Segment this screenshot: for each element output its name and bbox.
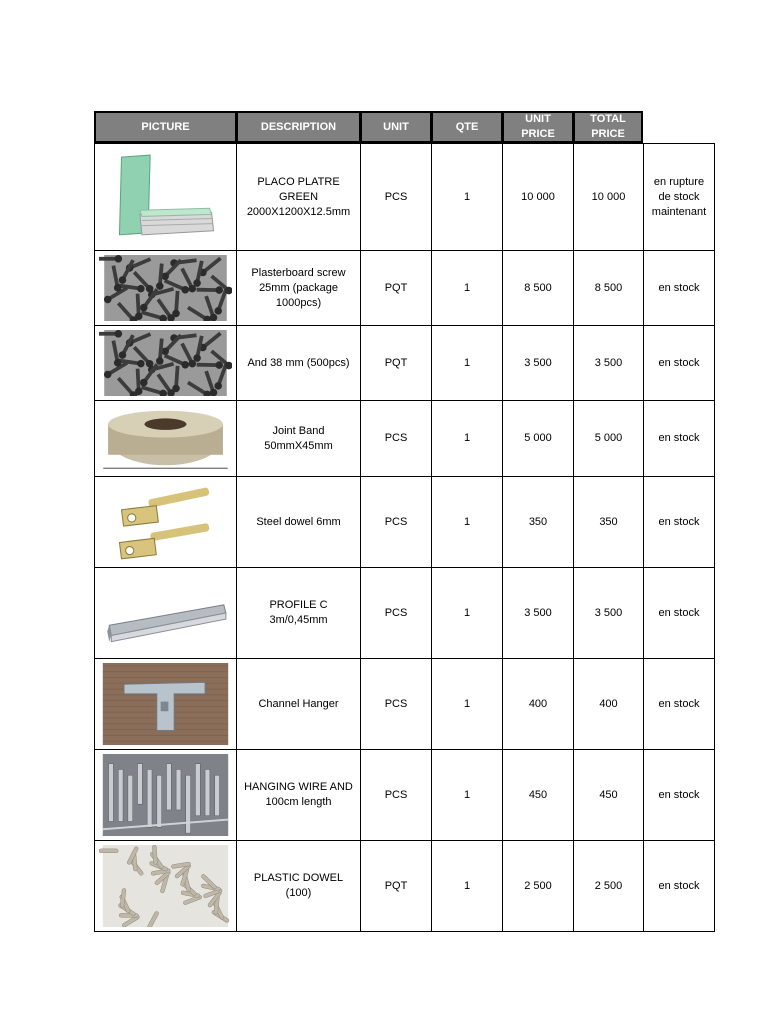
screws-image [99, 255, 232, 321]
item-unit: PQT [360, 325, 431, 400]
item-description: PLACO PLATRE GREEN 2000X1200X12.5mm [236, 143, 360, 250]
item-stock-status: en stock [643, 476, 715, 567]
tape-roll-image [99, 405, 232, 472]
item-total-price: 350 [573, 476, 643, 567]
plasterboard-sheet-image [99, 148, 232, 246]
item-description: PROFILE C 3m/0,45mm [236, 567, 360, 658]
steel-dowel-image [99, 481, 232, 563]
c-profile-image [99, 572, 232, 654]
item-unit-price: 2 500 [502, 840, 573, 932]
item-unit-price: 350 [502, 476, 573, 567]
item-description: Joint Band 50mmX45mm [236, 400, 360, 476]
item-stock-status: en stock [643, 400, 715, 476]
item-description: Channel Hanger [236, 658, 360, 749]
item-total-price: 450 [573, 749, 643, 840]
item-description: PLASTIC DOWEL (100) [236, 840, 360, 932]
item-stock-status: en stock [643, 840, 715, 932]
item-total-price: 5 000 [573, 400, 643, 476]
screws-image [99, 330, 232, 396]
item-qte: 1 [431, 250, 502, 325]
item-qte: 1 [431, 400, 502, 476]
item-unit-price: 3 500 [502, 325, 573, 400]
item-unit: PCS [360, 143, 431, 250]
item-unit: PCS [360, 749, 431, 840]
item-total-price: 3 500 [573, 567, 643, 658]
item-stock-status: en stock [643, 658, 715, 749]
header-unit-price: UNIT PRICE [502, 111, 574, 143]
item-picture-cell [94, 143, 236, 250]
header-picture: PICTURE [94, 111, 237, 143]
plastic-dowel-image [99, 845, 232, 927]
item-total-price: 400 [573, 658, 643, 749]
header-description: DESCRIPTION [236, 111, 361, 143]
item-description: And 38 mm (500pcs) [236, 325, 360, 400]
item-qte: 1 [431, 476, 502, 567]
item-description: HANGING WIRE AND 100cm length [236, 749, 360, 840]
item-unit-price: 10 000 [502, 143, 573, 250]
item-total-price: 8 500 [573, 250, 643, 325]
item-unit: PQT [360, 250, 431, 325]
item-description: Steel dowel 6mm [236, 476, 360, 567]
item-qte: 1 [431, 143, 502, 250]
item-unit: PCS [360, 476, 431, 567]
item-stock-status: en stock [643, 749, 715, 840]
item-description: Plasterboard screw 25mm (package 1000pcs) [236, 250, 360, 325]
item-stock-status: en rupture de stock maintenant [643, 143, 715, 250]
item-unit: PCS [360, 658, 431, 749]
item-picture-cell [94, 400, 236, 476]
item-picture-cell [94, 840, 236, 932]
item-picture-cell [94, 567, 236, 658]
item-qte: 1 [431, 325, 502, 400]
channel-hanger-image [99, 663, 232, 745]
item-stock-status: en stock [643, 325, 715, 400]
item-qte: 1 [431, 840, 502, 932]
item-picture-cell [94, 476, 236, 567]
item-unit: PQT [360, 840, 431, 932]
item-picture-cell [94, 250, 236, 325]
item-picture-cell [94, 749, 236, 840]
item-total-price: 3 500 [573, 325, 643, 400]
header-unit: UNIT [360, 111, 432, 143]
item-total-price: 2 500 [573, 840, 643, 932]
header-qte: QTE [431, 111, 503, 143]
item-unit-price: 400 [502, 658, 573, 749]
price-table [94, 111, 715, 932]
item-qte: 1 [431, 749, 502, 840]
item-unit-price: 450 [502, 749, 573, 840]
header-total-price: TOTAL PRICE [573, 111, 643, 143]
item-unit-price: 5 000 [502, 400, 573, 476]
item-stock-status: en stock [643, 567, 715, 658]
item-picture-cell [94, 658, 236, 749]
item-qte: 1 [431, 658, 502, 749]
item-qte: 1 [431, 567, 502, 658]
item-unit: PCS [360, 567, 431, 658]
hanging-wire-image [99, 754, 232, 836]
item-stock-status: en stock [643, 250, 715, 325]
item-unit-price: 8 500 [502, 250, 573, 325]
item-unit: PCS [360, 400, 431, 476]
item-picture-cell [94, 325, 236, 400]
item-unit-price: 3 500 [502, 567, 573, 658]
item-total-price: 10 000 [573, 143, 643, 250]
